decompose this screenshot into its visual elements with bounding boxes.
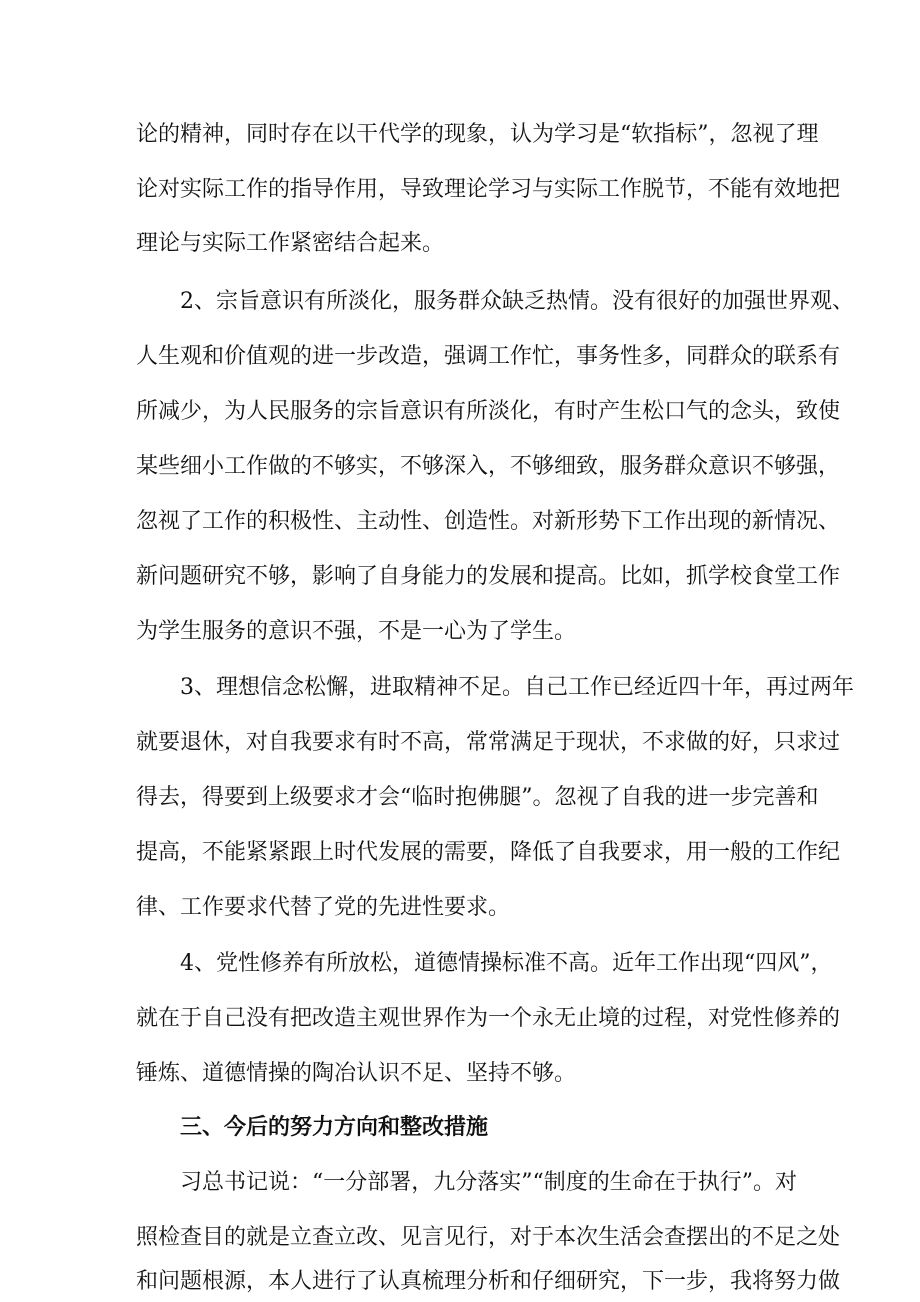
text-line: 照检查目的就是立查立改、见言见行，对于本次生活会查摆出的不足之处 [136,1225,841,1250]
text-line: 理论与实际工作紧密结合起来。 [136,231,445,256]
text-line: 得去，得要到上级要求才会“临时抱佛腿”。忽视了自我的进一步完善和 [136,785,819,810]
text-line: 为学生服务的意识不强，不是一心为了学生。 [136,619,577,644]
section-heading: 三、今后的努力方向和整改措施 [180,1115,489,1140]
text-line: 和问题根源，本人进行了认真梳理分析和仔细研究，下一步，我将努力做 [136,1269,841,1294]
text-line: 提高，不能紧紧跟上时代发展的需要，降低了自我要求，用一般的工作纪 [136,840,841,865]
text-line: 论对实际工作的指导作用，导致理论学习与实际工作脱节，不能有效地把 [136,177,841,202]
text-line: 论的精神，同时存在以干代学的现象，认为学习是“软指标”，忽视了理 [136,122,819,147]
text-line: 忽视了工作的积极性、主动性、创造性。对新形势下工作出现的新情况、 [136,509,841,534]
text-line: 习总书记说：“一分部署，九分落实”“制度的生命在于执行”。对 [180,1170,797,1195]
text-line: 就要退休，对自我要求有时不高，常常满足于现状，不求做的好，只求过 [136,730,841,755]
text-line: 所减少，为人民服务的宗旨意识有所淡化，有时产生松口气的念头，致使 [136,399,841,424]
text-line: 4、党性修养有所放松，道德情操标准不高。近年工作出现“四风”， [180,951,833,976]
text-line: 人生观和价值观的进一步改造，强调工作忙，事务性多，同群众的联系有 [136,344,841,369]
text-line: 某些细小工作做的不够实，不够深入，不够细致，服务群众意识不够强， [136,454,841,479]
text-line: 锤炼、道德情操的陶冶认识不足、坚持不够。 [136,1061,577,1086]
text-line: 律、工作要求代替了党的先进性要求。 [136,895,511,920]
text-line: 3、理想信念松懈，进取精神不足。自己工作已经近四十年，再过两年 [180,675,854,700]
text-line: 就在于自己没有把改造主观世界作为一个永无止境的过程，对党性修养的 [136,1006,841,1031]
text-line: 2、宗旨意识有所淡化，服务群众缺乏热情。没有很好的加强世界观、 [180,289,854,314]
text-line: 新问题研究不够，影响了自身能力的发展和提高。比如，抓学校食堂工作 [136,564,841,589]
